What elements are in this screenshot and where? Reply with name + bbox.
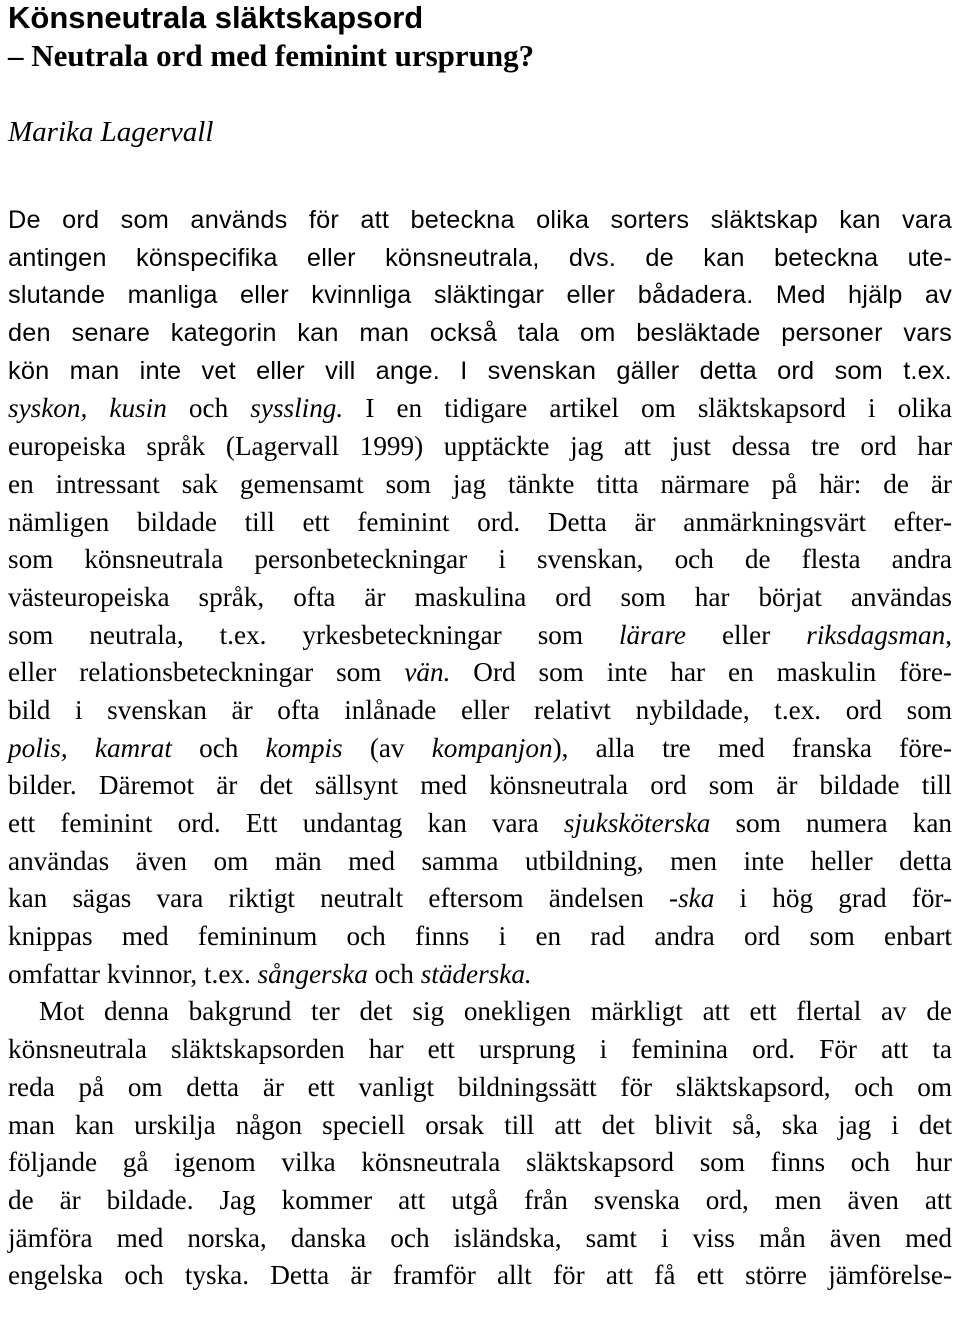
italic-term: -ska bbox=[669, 883, 715, 914]
document-page bbox=[8, 0, 952, 1295]
text-segment: eller bbox=[685, 619, 807, 650]
text-segment: reda på om detta är ett vanligt bildningssätt för släktskapsord, och om bbox=[8, 1071, 952, 1102]
text-segment: en intressant sak gemensamt som jag tänkte titta närmare på här: de är bbox=[8, 468, 952, 499]
text-segment: slutande manliga eller kvinnliga släktingar eller bådadera. Med hjälp av bbox=[8, 281, 952, 310]
text-segment: knippas med femininum och finns i en rad andra ord som enbart bbox=[8, 921, 952, 952]
italic-term: sångerska bbox=[257, 958, 368, 989]
text-line bbox=[8, 805, 952, 843]
text-line bbox=[8, 315, 952, 353]
text-line bbox=[8, 202, 952, 240]
text-segment: Ord som inte har en maskulin före- bbox=[450, 657, 952, 688]
text-line bbox=[8, 918, 952, 956]
text-line bbox=[8, 1144, 952, 1182]
text-line bbox=[8, 541, 952, 579]
text-segment: användas även om män med samma utbildning, men inte heller detta bbox=[8, 845, 952, 876]
text-segment: engelska och tyska. Detta är framför allt för att få ett större jämförelse- bbox=[8, 1260, 952, 1291]
text-line bbox=[8, 466, 952, 504]
italic-term: kompis bbox=[265, 732, 343, 763]
article-author: Marika Lagervall bbox=[8, 116, 214, 148]
text-segment: (av bbox=[342, 732, 432, 763]
text-line bbox=[8, 1031, 952, 1069]
text-segment: , bbox=[945, 619, 952, 650]
text-line bbox=[8, 353, 952, 391]
text-segment: västeuropeiska språk, ofta är maskulina ord som har börjat användas bbox=[8, 581, 952, 612]
text-segment: och bbox=[171, 732, 266, 763]
italic-term: polis, kamrat bbox=[8, 732, 172, 763]
text-line bbox=[8, 1107, 952, 1145]
text-line bbox=[8, 843, 952, 881]
text-line bbox=[8, 579, 952, 617]
text-segment: omfattar kvinnor, t.ex. bbox=[8, 958, 258, 989]
text-segment: kön man inte vet eller vill ange. I svenskan gäller detta ord som t.ex. bbox=[8, 356, 952, 385]
italic-term: syssling. bbox=[250, 393, 344, 424]
article-title: Könsneutrala släktskapsord bbox=[8, 0, 424, 35]
text-line bbox=[8, 390, 952, 428]
text-line bbox=[8, 504, 952, 542]
text-line bbox=[8, 617, 952, 655]
text-line bbox=[8, 1069, 952, 1107]
italic-term: riksdagsman bbox=[806, 619, 946, 650]
text-segment: kan sägas vara riktigt neutralt eftersom ändelsen bbox=[8, 883, 670, 914]
text-segment: som numera kan bbox=[710, 808, 952, 838]
italic-term: sjuksköterska bbox=[563, 808, 711, 838]
text-segment: eller relationsbeteckningar som bbox=[8, 657, 405, 688]
text-segment: europeiska språk (Lagervall 1999) upptäckte jag att just dessa tre ord har bbox=[8, 431, 952, 462]
text-segment: som könsneutrala personbeteckningar i svenskan, och de flesta andra bbox=[8, 544, 952, 575]
text-segment: De ord som används för att beteckna olika sorters släktskap kan vara bbox=[8, 206, 952, 234]
text-segment: och bbox=[367, 958, 421, 989]
italic-term: vän. bbox=[404, 657, 451, 688]
text-line bbox=[8, 730, 952, 768]
text-segment: antingen könspecifika eller könsneutrala, dvs. de kan beteckna ute- bbox=[8, 243, 952, 272]
text-segment: man kan urskilja någon speciell orsak till att det blivit så, ska jag i det bbox=[8, 1109, 952, 1140]
text-line bbox=[8, 692, 952, 730]
text-line bbox=[8, 880, 952, 918]
italic-term: städerska. bbox=[420, 958, 532, 989]
text-line bbox=[8, 1257, 952, 1295]
italic-term: lärare bbox=[619, 619, 686, 650]
text-line bbox=[8, 277, 952, 315]
text-line bbox=[8, 1220, 952, 1258]
text-line bbox=[8, 993, 952, 1031]
text-segment: bilder. Däremot är det sällsynt med könsneutrala ord som är bildade till bbox=[8, 770, 952, 801]
italic-term: syskon, kusin bbox=[8, 393, 167, 424]
text-segment: ), alla tre med franska före- bbox=[552, 732, 952, 763]
text-segment: Mot denna bakgrund ter det sig onekligen märkligt att ett flertal av de bbox=[39, 996, 952, 1027]
text-segment: bild i svenskan är ofta inlånade eller relativt nybildade, t.ex. ord som bbox=[8, 694, 952, 725]
text-segment: och bbox=[166, 393, 251, 424]
text-segment: jämföra med norska, danska och isländska, samt i viss mån även med bbox=[8, 1222, 952, 1253]
article-body bbox=[8, 202, 952, 1295]
text-line bbox=[8, 428, 952, 466]
text-segment: som neutrala, t.ex. yrkesbeteckningar som bbox=[8, 619, 619, 650]
text-line bbox=[8, 654, 952, 692]
text-segment: den senare kategorin kan man också tala om besläktade personer vars bbox=[8, 319, 952, 348]
text-line bbox=[8, 240, 952, 278]
article-subtitle: – Neutrala ord med feminint ursprung? bbox=[8, 38, 535, 73]
text-segment: de är bildade. Jag kommer att utgå från svenska ord, men även att bbox=[8, 1184, 952, 1215]
text-segment: I en tidigare artikel om släktskapsord i olika bbox=[343, 393, 953, 424]
text-line bbox=[8, 956, 952, 994]
text-line bbox=[8, 767, 952, 805]
italic-term: kompanjon bbox=[431, 732, 553, 763]
text-segment: nämligen bildade till ett feminint ord. Detta är anmärkningsvärt efter- bbox=[8, 506, 952, 537]
text-line bbox=[8, 1182, 952, 1220]
text-segment: ett feminint ord. Ett undantag kan vara bbox=[8, 808, 564, 838]
text-segment: följande gå igenom vilka könsneutrala släktskapsord som finns och hur bbox=[8, 1147, 952, 1178]
text-segment: könsneutrala släktskapsorden har ett ursprung i feminina ord. För att ta bbox=[8, 1034, 952, 1065]
text-segment: i hög grad för- bbox=[714, 883, 952, 914]
